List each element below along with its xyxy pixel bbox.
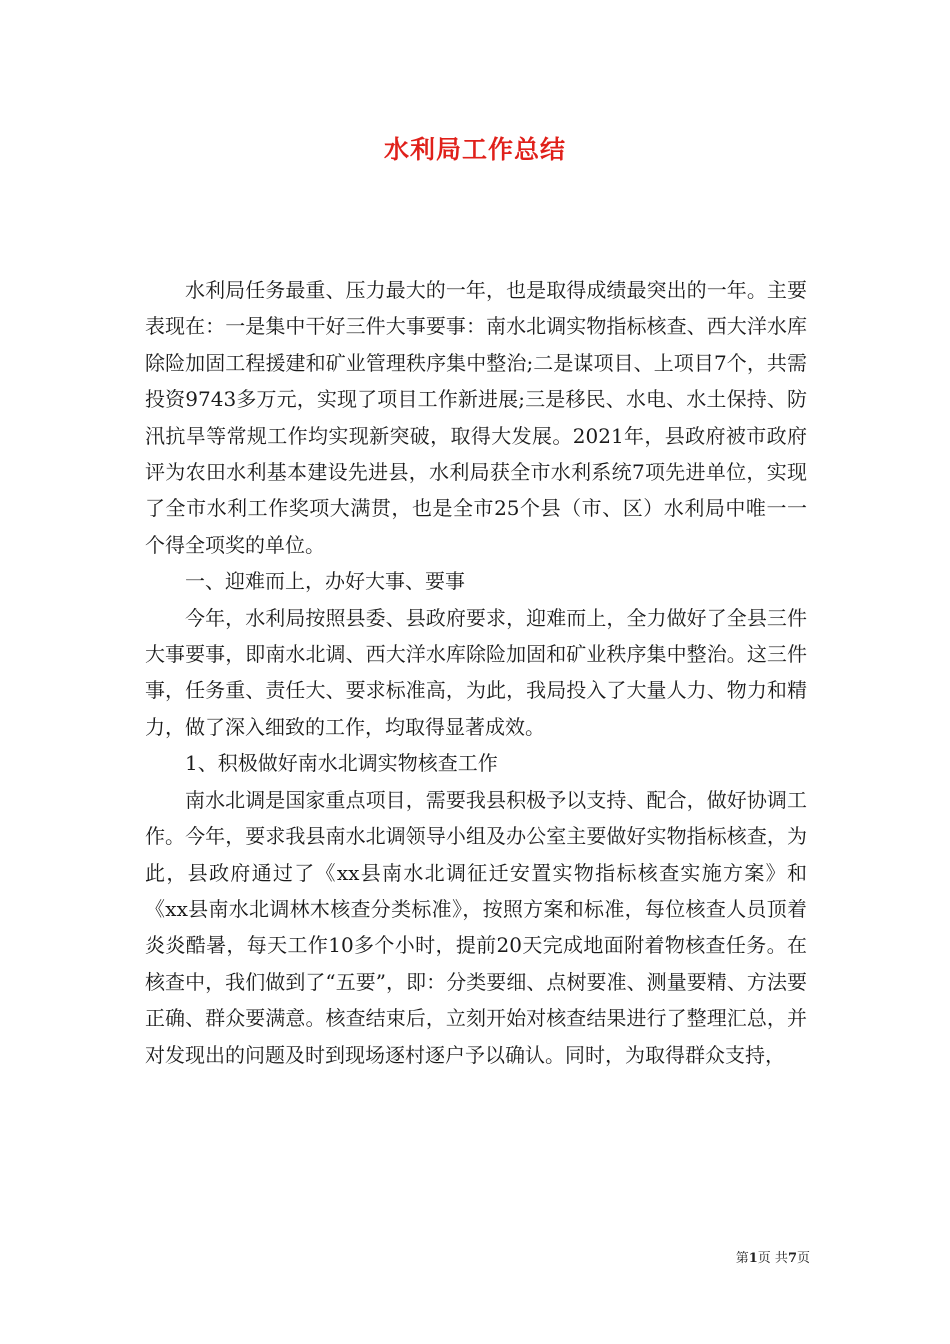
paragraph-subsection-1: 南水北调是国家重点项目，需要我县积极予以支持、配合，做好协调工作。今年，要求我县南水北调领导小组及办公室主要做好实物指标核查，为此，县政府通过了《xx县南水北调征迁安置实物指标核查实施方案》和《xx县南水北调林木核查分类标准》，按照方案和标准，每位核查人员顶着炎炎酷暑，每天工作10多个小时，提前20天完成地面附着物核查任务。在核查中，我们做到了“五要”，即：分类要细、点树要准、测量要精、方法要正确、群众要满意。核查结束后，立刻开始对核查结果进行了整理汇总，并对发现出的问题及时到现场逐村逐户予以确认。同时，为取得群众支持， bbox=[145, 787, 807, 1067]
footer-middle: 页 共 bbox=[757, 1251, 788, 1266]
document-body bbox=[145, 272, 807, 1073]
footer-suffix: 页 bbox=[796, 1251, 810, 1266]
footer-current-page: 1 bbox=[748, 1251, 758, 1266]
footer-total-pages: 7 bbox=[787, 1251, 797, 1266]
section-heading-1: 一、迎难而上，办好大事、要事 bbox=[185, 569, 465, 594]
footer-prefix: 第 bbox=[735, 1251, 749, 1266]
paragraph-section-1: 今年，水利局按照县委、县政府要求，迎难而上，全力做好了全县三件大事要事，即南水北调、西大洋水库除险加固和矿业秩序集中整治。这三件事，任务重、责任大、要求标准高，为此，我局投入了大量人力、物力和精力，做了深入细致的工作，均取得显著成效。 bbox=[145, 605, 807, 739]
document-title: 水利局工作总结 bbox=[383, 135, 566, 164]
paragraph-intro: 水利局任务最重、压力最大的一年，也是取得成绩最突出的一年。主要表现在：一是集中干好三件大事要事：南水北调实物指标核查、西大洋水库除险加固工程援建和矿业管理秩序集中整治;二是谋项目、上项目7个，共需投资9743多万元，实现了项目工作新进展;三是移民、水电、水土保持、防汛抗旱等常规工作均实现新突破，取得大发展。2021年，县政府被市政府评为农田水利基本建设先进县，水利局获全市水利系统7项先进单位，实现了全市水利工作奖项大满贯，也是全市25个县（市、区）水利局中唯一一个得全项奖的单位。 bbox=[145, 278, 807, 557]
page-number-footer bbox=[700, 1247, 810, 1266]
subsection-heading-1: 1、积极做好南水北调实物核查工作 bbox=[185, 751, 498, 776]
